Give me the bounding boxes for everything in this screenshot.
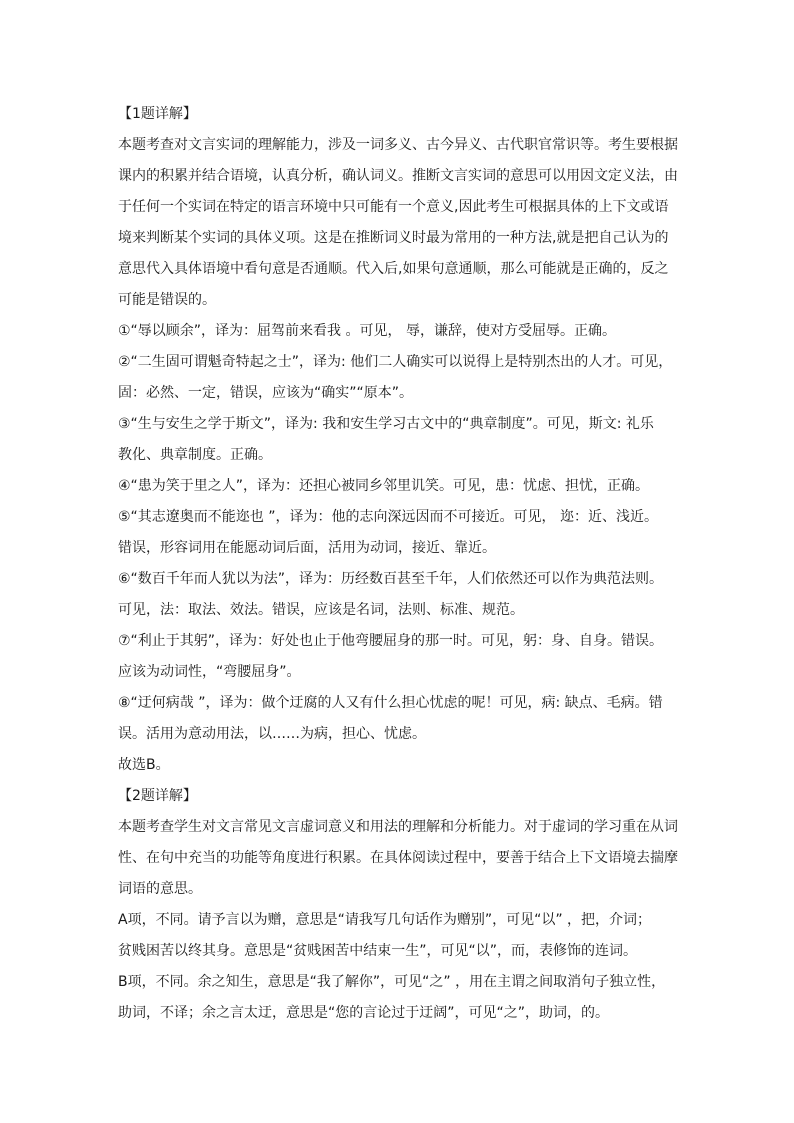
item-line: ⑦“利止于其躬”，译为：好处也止于他弯腰屈身的那一时。可见，躬：身、自身。错误。 bbox=[118, 633, 664, 649]
section2-items bbox=[118, 905, 678, 1029]
paragraph-line: 本题考查对文言实词的理解能力，涉及一词多义、古今异义、古代职官常识等。考生要根据 bbox=[118, 137, 678, 153]
paragraph-line: 于任何一个实词在特定的语言环境中只可能有一个意义,因此考生可根据具体的上下文或语 bbox=[118, 199, 669, 215]
item-line: B项，不同。余之知生，意思是“我了解你”，可见“之” ，用在主谓之间取消句子独立性， bbox=[118, 974, 666, 990]
item-line: ④“患为笑于里之人”，译为：还担心被同乡邻里讥笑。可见，患：忧虑、担忧，正确。 bbox=[118, 478, 650, 494]
item-line: 可见，法：取法、效法。错误，应该是名词，法则、标准、规范。 bbox=[118, 602, 524, 618]
item-line: ⑧“迂何病哉 ”，译为：做个迂腐的人又有什么担心忧虑的呢！可见，病: 缺点、毛病。错 bbox=[118, 695, 663, 711]
item-line: 错误，形容词用在能愿动词后面，活用为动词，接近、靠近。 bbox=[118, 540, 496, 556]
item-line: 贫贱困苦以终其身。意思是“贫贱困苦中结束一生”，可见“以”，而，表修饰的连词。 bbox=[118, 943, 638, 959]
item-line: ⑤“其志遼奥而不能迩也 ”，译为：他的志向深远因而不可接近。可见， 迩：近、浅近。 bbox=[118, 509, 658, 525]
section1-conclusion: 故选B。 bbox=[118, 757, 170, 773]
item-line: 教化、典章制度。正确。 bbox=[118, 447, 272, 463]
paragraph-line: 词语的意思。 bbox=[118, 881, 202, 897]
item-line: 应该为动词性，“弯腰屈身”。 bbox=[118, 664, 301, 680]
item-line: 误。活用为意动用法，以……为病，担心、忧虑。 bbox=[118, 726, 426, 742]
section1-heading: 【1题详解】 bbox=[118, 106, 197, 122]
paragraph-line: 境来判断某个实词的具体义项。这是在推断词义时最为常用的一种方法,就是把自己认为的 bbox=[118, 230, 669, 246]
paragraph-line: 课内的积累并结合语境，认真分析，确认词义。推断文言实词的意思可以用因文定义法，由 bbox=[118, 168, 678, 184]
section1-items bbox=[118, 316, 678, 750]
item-line: 固：必然、一定，错误，应该为“确实”“原本”。 bbox=[118, 385, 414, 401]
item-line: 助词，不译；余之言太迂，意思是“您的言论过于迂阔”，可见“之”，助词，的。 bbox=[118, 1005, 610, 1021]
item-line: ②“二生固可谓魁奇特起之士”，译为: 他们二人确实可以说得上是特别杰出的人才。可见， bbox=[118, 354, 673, 370]
item-line: A项，不同。请予言以为赠，意思是“请我写几句话作为赠别”，可见“以” ，把，介词； bbox=[118, 912, 652, 928]
item-line: ①“辱以顾余”，译为：屈驾前来看我 。可见， 辱，谦辞，使对方受屈辱。正确。 bbox=[118, 323, 616, 339]
paragraph-line: 本题考查学生对文言常见文言虚词意义和用法的理解和分析能力。对于虚词的学习重在从词 bbox=[118, 819, 678, 835]
section2-intro bbox=[118, 812, 678, 905]
item-line: ⑥“数百千年而人犹以为法”，译为：历经数百甚至千年，人们依然还可以作为典范法则。 bbox=[118, 571, 664, 587]
document-page bbox=[118, 99, 678, 1029]
paragraph-line: 性、在句中充当的功能等角度进行积累。在具体阅读过程中，要善于结合上下文语境去揣摩 bbox=[118, 850, 678, 866]
item-line: ③“生与安生之学于斯文”，译为: 我和安生学习古文中的“典章制度”。可见，斯文: 礼乐 bbox=[118, 416, 654, 432]
section1-intro bbox=[118, 130, 678, 316]
paragraph-line: 意思代入具体语境中看句意是否通顺。代入后,如果句意通顺，那么可能就是正确的，反之 bbox=[118, 261, 669, 277]
paragraph-line: 可能是错误的。 bbox=[118, 292, 216, 308]
section2-heading: 【2题详解】 bbox=[118, 788, 197, 804]
